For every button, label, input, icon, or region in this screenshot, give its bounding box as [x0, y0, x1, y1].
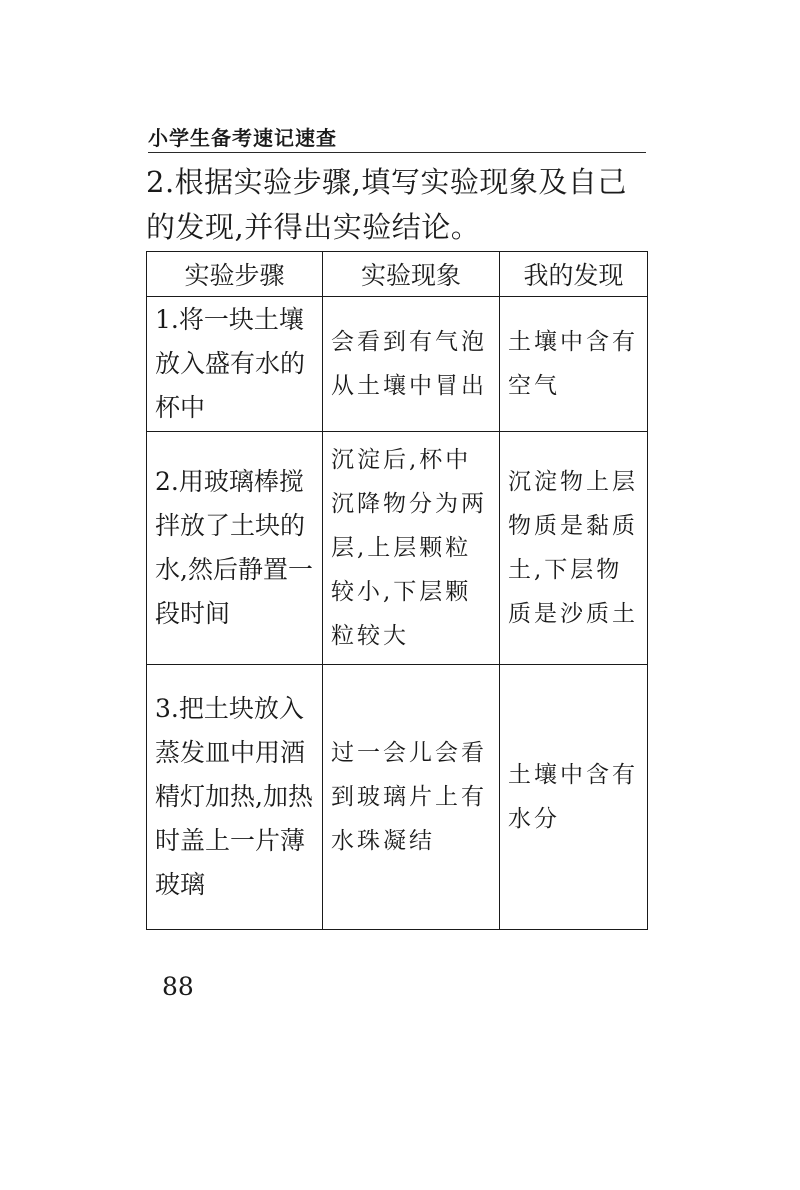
step-cell: 3.把土块放入蒸发皿中用酒精灯加热,加热时盖上一片薄玻璃: [147, 665, 323, 930]
phenomenon-cell: 过一会儿会看到玻璃片上有水珠凝结: [323, 665, 500, 930]
header-steps: 实验步骤: [147, 252, 323, 297]
experiment-table: [146, 251, 648, 930]
question-text: 2.根据实验步骤,填写实验现象及自己的发现,并得出实验结论。: [146, 165, 627, 244]
finding-cell: 沉淀物上层物质是黏质土,下层物质是沙质土: [500, 432, 648, 665]
table-row: [147, 297, 648, 432]
step-cell: 2.用玻璃棒搅拌放了土块的水,然后静置一段时间: [147, 432, 323, 665]
header-phenomena: 实验现象: [323, 252, 500, 297]
table-row: [147, 432, 648, 665]
table-row: [147, 665, 648, 930]
phenomenon-cell: 会看到有气泡从土壤中冒出: [323, 297, 500, 432]
phenomenon-cell: 沉淀后,杯中沉降物分为两层,上层颗粒较小,下层颗粒较大: [323, 432, 500, 665]
header-findings: 我的发现: [500, 252, 648, 297]
running-header: [148, 118, 646, 153]
table-header-row: [147, 252, 648, 297]
step-cell: 1.将一块土壤放入盛有水的杯中: [147, 297, 323, 432]
finding-cell: 土壤中含有空气: [500, 297, 648, 432]
book-title: 小学生备考速记速查: [148, 126, 337, 150]
page-number: 88: [162, 972, 194, 1001]
finding-cell: 土壤中含有水分: [500, 665, 648, 930]
